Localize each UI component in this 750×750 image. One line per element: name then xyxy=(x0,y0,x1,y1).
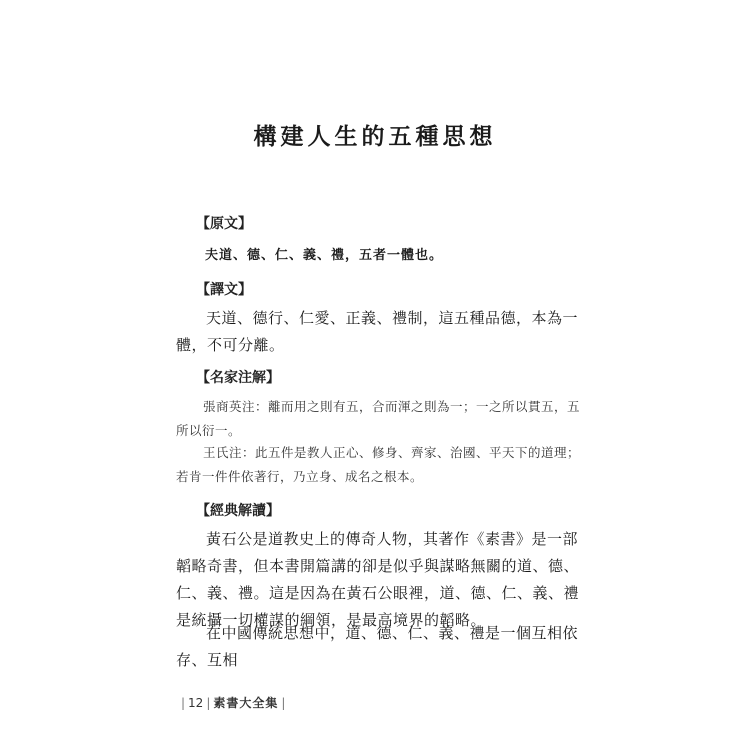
commentary-wang: 王氏注：此五件是教人正心、修身、齊家、治國、平天下的道理；若肯一件件依著行，乃立身、成名之根本。 xyxy=(176,445,581,484)
reading-heading: 【經典解讀】 xyxy=(196,503,280,519)
translation-heading: 【譯文】 xyxy=(196,282,252,298)
original-heading: 【原文】 xyxy=(196,216,252,232)
original-text: 夫道、德、仁、義、禮，五者一體也。 xyxy=(205,248,444,263)
footer-divider: | xyxy=(181,696,186,710)
reading-paragraph-2: 在中國傳統思想中，道、德、仁、義、禮是一個互相依存、互相 xyxy=(176,624,579,669)
footer-divider: | xyxy=(206,696,211,710)
chapter-title: 構建人生的五種思想 xyxy=(253,124,497,150)
commentary-zhang: 張商英注：離而用之則有五，合而渾之則為一；一之所以貫五，五所以衍一。 xyxy=(176,399,581,438)
page-footer xyxy=(178,694,288,711)
commentary-heading: 【名家注解】 xyxy=(196,370,280,386)
footer-divider: | xyxy=(281,696,286,710)
running-book-title: 素書大全集 xyxy=(213,696,279,710)
translation-text: 天道、德行、仁愛、正義、禮制，這五種品德，本為一體，不可分離。 xyxy=(176,309,579,354)
page-number: 12 xyxy=(188,696,204,710)
reading-paragraph-1: 黃石公是道教史上的傳奇人物，其著作《素書》是一部韜略奇書，但本書開篇講的卻是似乎與謀略無關的道、德、仁、義、禮。這是因為在黃石公眼裡，道、德、仁、義、禮是統攝一切權謀的綱領，是最高境界的韜略。 xyxy=(176,530,580,629)
